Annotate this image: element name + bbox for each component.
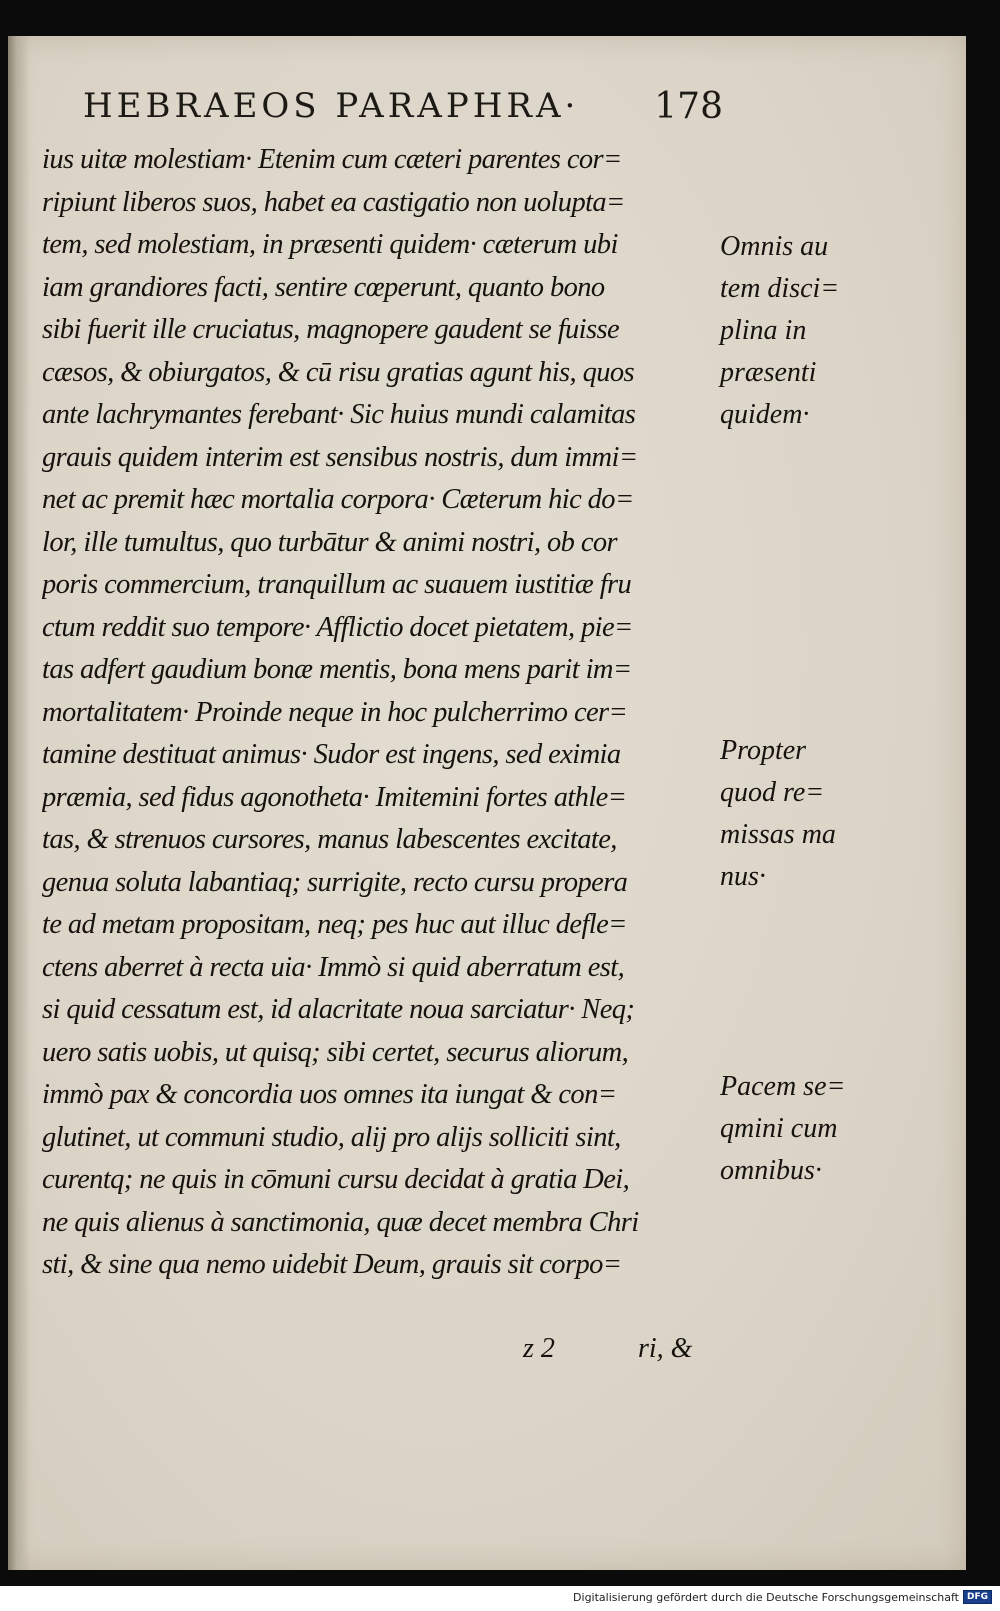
page-gutter-shadow xyxy=(8,36,30,1570)
catchword: ri, & xyxy=(638,1333,693,1364)
text-line: præmia, sed fidus agonotheta· Imitemini fortes athle= xyxy=(42,781,627,813)
text-line: sti, & sine qua nemo uidebit Deum, grauis sit corpo= xyxy=(42,1249,622,1280)
margin-note-line: quod re= xyxy=(720,777,825,808)
text-line: cæsos, & obiurgatos, & cū risu gratias agunt his, quos xyxy=(42,356,635,388)
margin-note-line: tem disci= xyxy=(720,273,840,304)
margin-note-pacem xyxy=(720,1066,870,1192)
margin-note-line: plina in xyxy=(720,315,807,346)
text-line: tamine destituat animus· Sudor est ingens, sed eximia xyxy=(42,739,621,770)
text-line: ne quis alienus à sanctimonia, quæ decet membra Chri xyxy=(42,1206,639,1238)
text-line: te ad metam propositam, neq; pes huc aut illuc defle= xyxy=(42,909,627,940)
text-line: sibi fuerit ille cruciatus, magnopere gaudent se fuisse xyxy=(42,314,620,345)
text-line: ctens aberret à recta uia· Immò si quid aberratum est, xyxy=(42,951,625,983)
credit-text: Digitalisierung gefördert durch die Deutsche Forschungsgemeinschaft xyxy=(573,1590,959,1604)
text-line: lor, ille tumultus, quo turbātur & animi nostri, ob cor xyxy=(42,526,618,558)
page-number: 178 xyxy=(654,86,723,127)
text-line: ius uitæ molestiam· Etenim cum cæteri parentes cor= xyxy=(42,144,622,175)
margin-note-discipline xyxy=(720,226,870,436)
text-line: tem, sed molestiam, in præsenti quidem· cæterum ubi xyxy=(42,229,618,260)
text-line: poris commercium, tranquillum ac suauem iustitiæ fru xyxy=(42,569,632,600)
text-line: tas, & strenuos cursores, manus labescentes excitate, xyxy=(42,824,617,855)
margin-note-line: præsenti xyxy=(720,357,817,388)
text-line: mortalitatem· Proinde neque in hoc pulcherrimo cer= xyxy=(42,696,628,728)
margin-note-line: nus· xyxy=(720,861,766,892)
text-line: grauis quidem interim est sensibus nostris, dum immi= xyxy=(42,441,638,473)
margin-note-remissas xyxy=(720,730,870,898)
text-line: immò pax & concordia uos omnes ita iungat & con= xyxy=(42,1079,617,1110)
dfg-logo: DFG xyxy=(963,1590,992,1604)
main-text-block xyxy=(42,139,722,1287)
text-line: iam grandiores facti, sentire cœperunt, quanto bono xyxy=(42,271,605,303)
book-page xyxy=(8,36,966,1570)
text-line: net ac premit hæc mortalia corpora· Cæterum hic do= xyxy=(42,484,634,515)
text-line: glutinet, ut communi studio, alij pro alijs solliciti sint, xyxy=(42,1121,621,1153)
text-line: ante lachrymantes ferebant· Sic huius mundi calamitas xyxy=(42,399,636,430)
running-head xyxy=(83,86,723,136)
margin-note-line: Pacem se= xyxy=(720,1071,846,1102)
signature-mark: z 2 xyxy=(523,1333,555,1364)
text-line: genua soluta labantiaq; surrigite, recto cursu propera xyxy=(42,866,628,898)
margin-note-line: quidem· xyxy=(720,399,810,430)
text-line: ctum reddit suo tempore· Afflictio docet pietatem, pie= xyxy=(42,611,633,643)
text-line: tas adfert gaudium bonæ mentis, bona mens parit im= xyxy=(42,654,632,685)
running-title: HEBRAEOS PARAPHRA· xyxy=(83,86,580,126)
text-line: curentq; ne quis in cōmuni cursu decidat à gratia Dei, xyxy=(42,1164,630,1195)
margin-note-line: Propter xyxy=(720,735,807,766)
margin-note-line: omnibus· xyxy=(720,1155,822,1186)
margin-note-line: qmini cum xyxy=(720,1113,838,1144)
text-line: ripiunt liberos suos, habet ea castigatio non uolupta= xyxy=(42,186,625,218)
margin-note-line: missas ma xyxy=(720,819,836,850)
digitization-credit xyxy=(573,1590,992,1604)
text-line: uero satis uobis, ut quisq; sibi certet, securus aliorum, xyxy=(42,1036,629,1068)
margin-note-line: Omnis au xyxy=(720,231,829,262)
text-line: si quid cessatum est, id alacritate noua sarciatur· Neq; xyxy=(42,994,635,1025)
